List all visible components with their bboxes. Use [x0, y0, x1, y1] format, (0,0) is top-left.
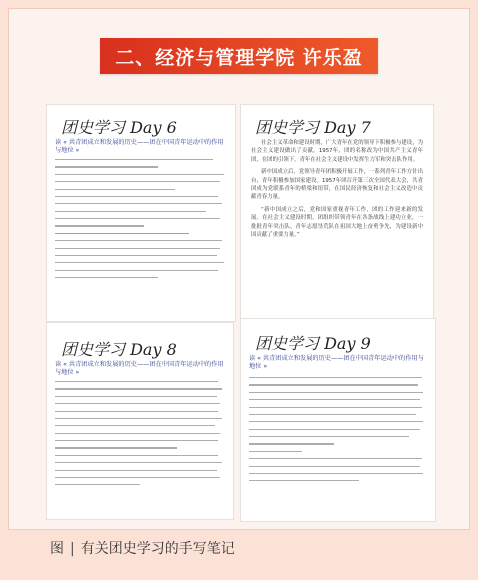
caption-text: 有关团史学习的手写笔记 [80, 541, 235, 557]
caption-prefix: 图 [50, 541, 64, 557]
note-page-day9 [240, 318, 436, 522]
figure-caption [50, 538, 235, 558]
day6-title: 团史学习 Day 6 [61, 118, 177, 137]
day9-title: 团史学习 Day 9 [255, 334, 371, 353]
day9-handwriting [249, 377, 427, 488]
note-page-day7 [240, 104, 434, 330]
day8-subtitle: 读 « 共青团成立和发展的历史——团在中国青年运动中的作用与地位 » [55, 361, 224, 376]
banner-title: 二、经济与管理学院 许乐盈 [115, 46, 363, 69]
note-page-day8 [46, 322, 234, 520]
day7-title: 团史学习 Day 7 [255, 118, 371, 137]
day6-handwriting [55, 159, 227, 284]
caption-separator: | [70, 541, 75, 557]
day9-subtitle: 读 « 共青团成立和发展的历史——团在中国青年运动中的作用与地位 » [249, 355, 424, 370]
day7-paragraph: 社会主义革命和建设时期，广大青年在党的领导下积极参与建设，为社会主义建设做出了贡献。1957年，团的名称改为中国共产主义青年团，在团的引领下，青年在社会主义建设中发挥生力军和突击队作用。 [251, 140, 423, 163]
note-page-day6 [46, 104, 236, 322]
day6-subtitle: 读 « 共青团成立和发展的历史——团在中国青年运动中的作用与地位 » [55, 139, 224, 154]
day7-paragraph: 新中国成立后，党领导青年团积极开展工作，一系列青年工作方针出台，青年积极参加国家建设。1957年团召开第三次全国代表大会，共青团成为党联系青年的桥梁和纽带，在国民经济恢复和社会主义改造中贡献青春力量。 [251, 169, 423, 201]
day8-handwriting [55, 381, 225, 492]
section-banner [100, 38, 378, 74]
day7-text [251, 139, 423, 243]
day7-paragraph: “新中国成立之后，党和国家重视青年工作，团的工作迎来新的发展。在社会主义建设时期，团组织带领青年在各条战线上建功立业，一批批青年突击队、青年志愿垦荒队在祖国大地上奋勇争先，为建设新中国贡献了重要力量。” [251, 206, 423, 239]
day8-title: 团史学习 Day 8 [61, 340, 177, 359]
